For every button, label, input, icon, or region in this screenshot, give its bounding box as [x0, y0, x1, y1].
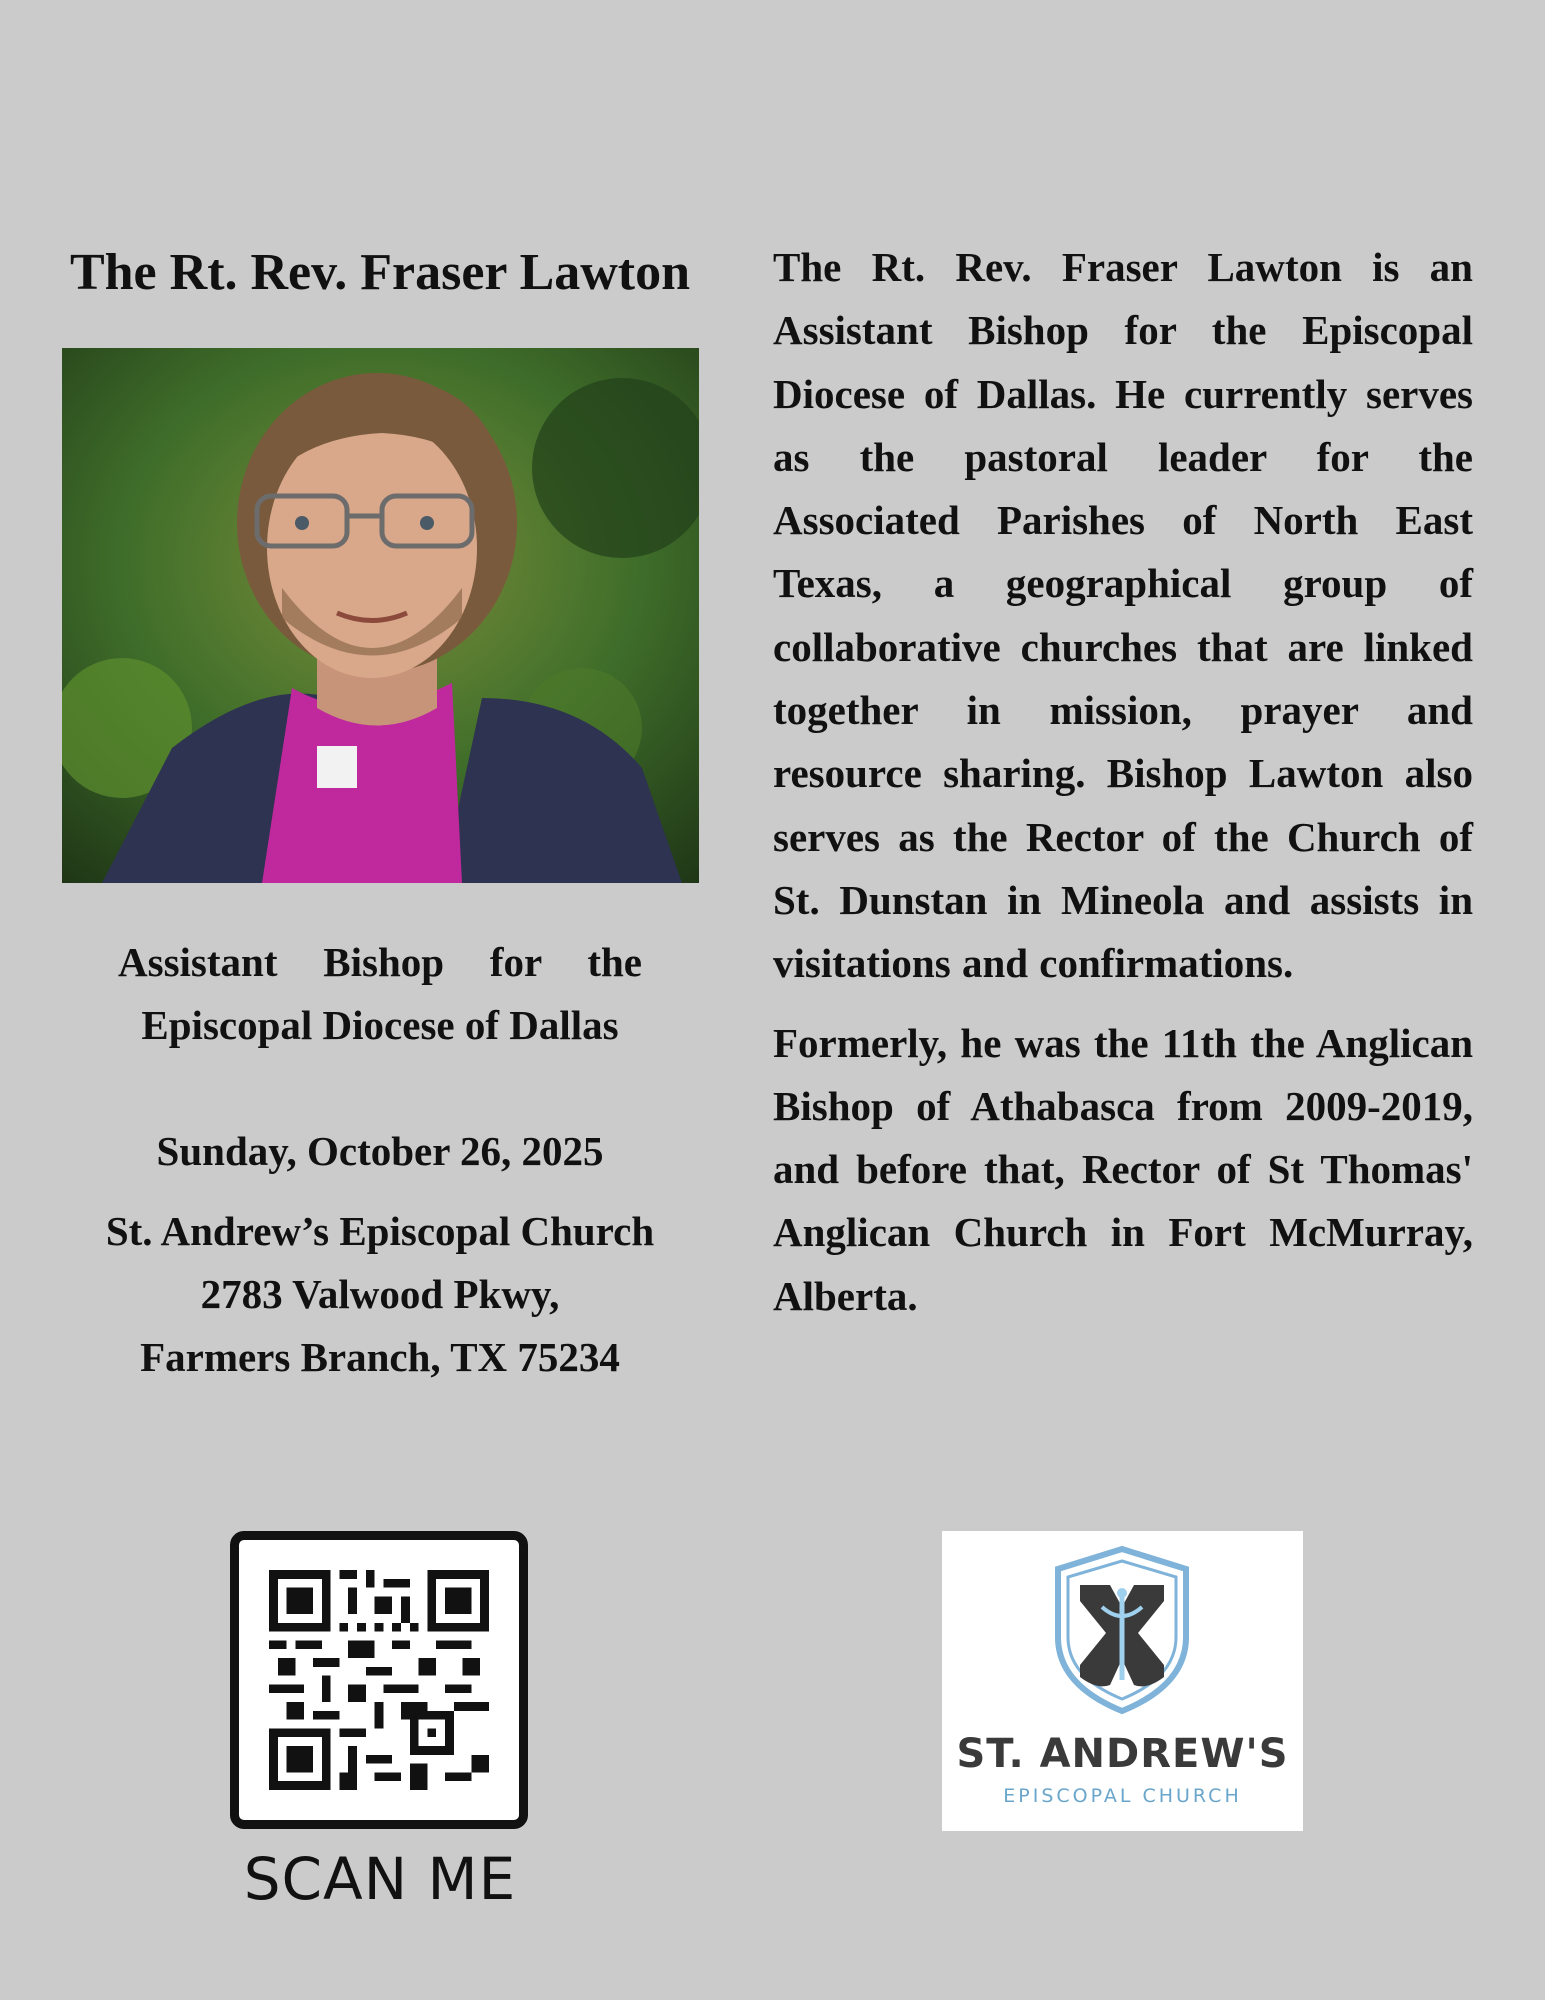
venue-name: St. Andrew’s Episcopal Church	[105, 1208, 655, 1254]
scan-me-label: SCAN ME	[243, 1845, 517, 1913]
page-title: The Rt. Rev. Fraser Lawton	[69, 244, 691, 301]
subtitle	[118, 931, 642, 1057]
bishop-portrait-photo	[62, 348, 699, 883]
event-venue	[60, 1200, 700, 1389]
subtitle-line2: Episcopal Diocese of Dallas	[141, 1002, 619, 1048]
logo-church-subtitle: EPISCOPAL CHURCH	[1003, 1785, 1242, 1807]
venue-city: Farmers Branch, TX 75234	[140, 1334, 620, 1380]
st-andrews-shield-icon	[1052, 1545, 1192, 1715]
logo-church-name: ST. ANDREW'S	[956, 1731, 1289, 1777]
qr-code-icon	[269, 1570, 489, 1790]
bishop-portrait	[62, 348, 699, 883]
venue-street: 2783 Valwood Pkwy,	[200, 1271, 560, 1317]
qr-code[interactable]	[230, 1531, 528, 1829]
bio-paragraph-1: The Rt. Rev. Fraser Lawton is an Assistant Bishop for the Episcopal Diocese of Dallas. He currently serves as the pastoral leader for the Associated Parishes of North East Texas, a geographical group of collaborative churches that are linked together in mission, prayer and resource sharing. Bishop Lawton also serves as the Rector of the Church of St. Dunstan in Mineola and assists in visitations and confirmations.	[773, 244, 1473, 987]
subtitle-line1: Assistant Bishop for the	[118, 939, 642, 985]
church-logo	[942, 1531, 1303, 1831]
event-date: Sunday, October 26, 2025	[156, 1128, 604, 1174]
bio-paragraph-2: Formerly, he was the 11th the Anglican Bishop of Athabasca from 2009-2019, and before that, Rector of St Thomas' Anglican Church in Fort McMurray, Alberta.	[773, 1019, 1473, 1319]
bio	[773, 236, 1473, 1328]
